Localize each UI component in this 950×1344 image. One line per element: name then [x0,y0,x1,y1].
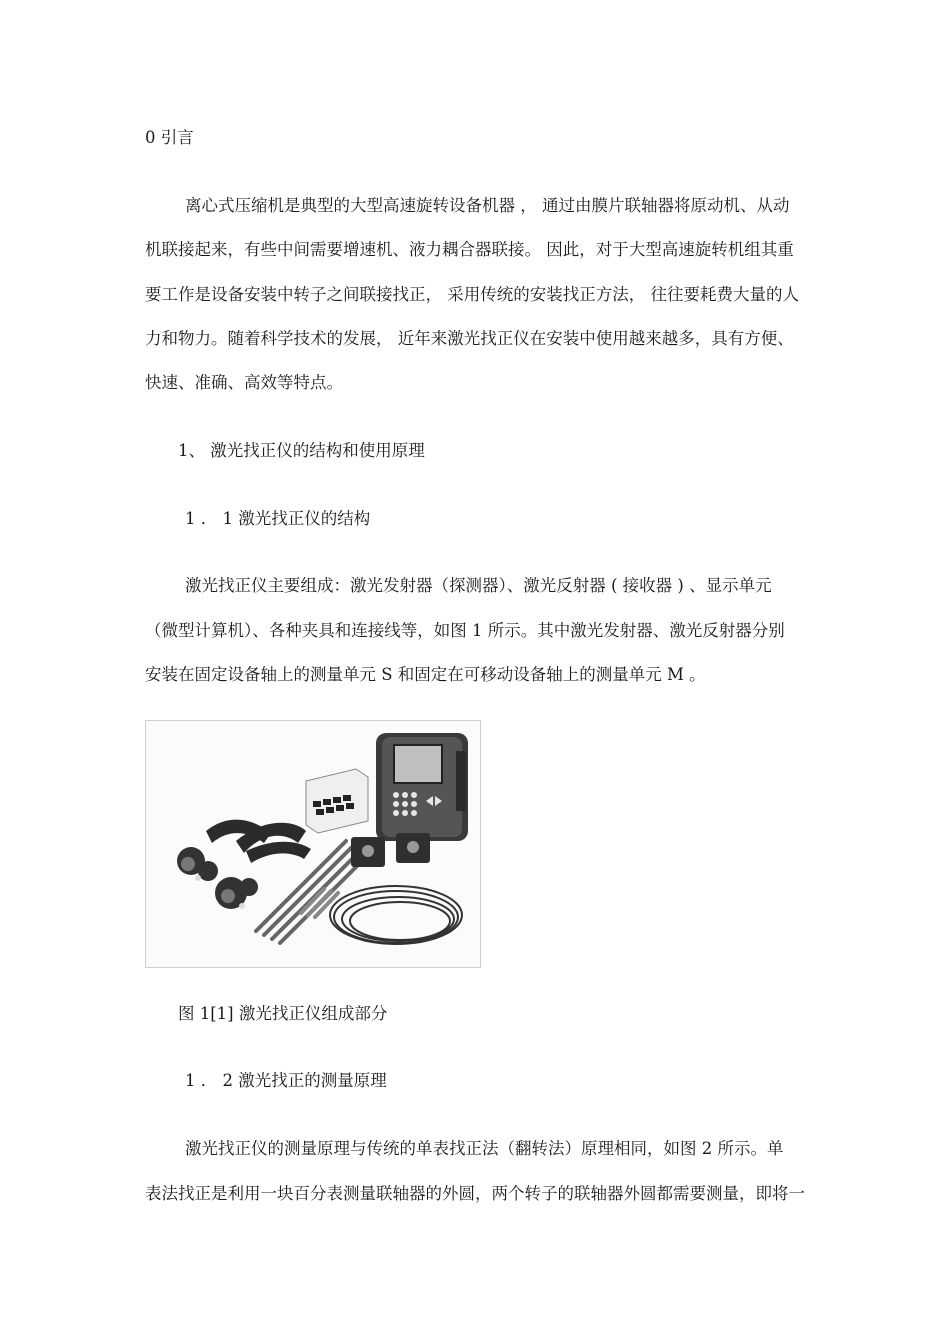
paragraph-line: （微型计算机）、各种夹具和连接线等，如图 1 所示。其中激光发射器、激光反射器分别 [145,621,785,640]
paragraph-line: 要工作是设备安装中转子之间联接找正， 采用传统的安装找正方法， 往往要耗费大量的人 [145,285,799,304]
heading-section-1: 1、 激光找正仪的结构和使用原理 [178,441,425,460]
figure-caption: 图 1[1] 激光找正仪组成部分 [178,1004,388,1023]
heading-intro: 0 引言 [145,128,194,147]
display-unit-shape [376,733,468,841]
paragraph-line: 离心式压缩机是典型的大型高速旋转设备机器 ， 通过由膜片联轴器将原动机、从动 [185,196,790,215]
laser-kit-illustration [146,721,480,967]
figure-laser-alignment-kit [145,720,481,968]
paragraph-line: 激光找正仪的测量原理与传统的单表找正法（翻转法）原理相同，如图 2 所示。单 [185,1139,784,1158]
paragraph-line: 表法找正是利用一块百分表测量联轴器的外圆，两个转子的联轴器外圆都需要测量，即将一 [145,1184,805,1203]
paragraph-line: 快速、准确、高效等特点。 [145,373,343,392]
parts-box-shape [306,769,368,833]
heading-section-1-1: 1 ． 1 激光找正仪的结构 [185,509,371,528]
paragraph-line: 机联接起来，有些中间需要增速机、液力耦合器联接。 因此，对于大型高速旋转机组其重 [145,240,794,259]
paragraph-line: 激光找正仪主要组成：激光发射器（探测器）、激光反射器 ( 接收器 ) 、显示单元 [185,576,772,595]
heading-section-1-2: 1 ． 2 激光找正的测量原理 [185,1071,387,1090]
paragraph-line: 安装在固定设备轴上的测量单元 S 和固定在可移动设备轴上的测量单元 M 。 [145,665,706,684]
paragraph-line: 力和物力。随着科学技术的发展， 近年来激光找正仪在安装中使用越来越多，具有方便、 [145,329,794,348]
